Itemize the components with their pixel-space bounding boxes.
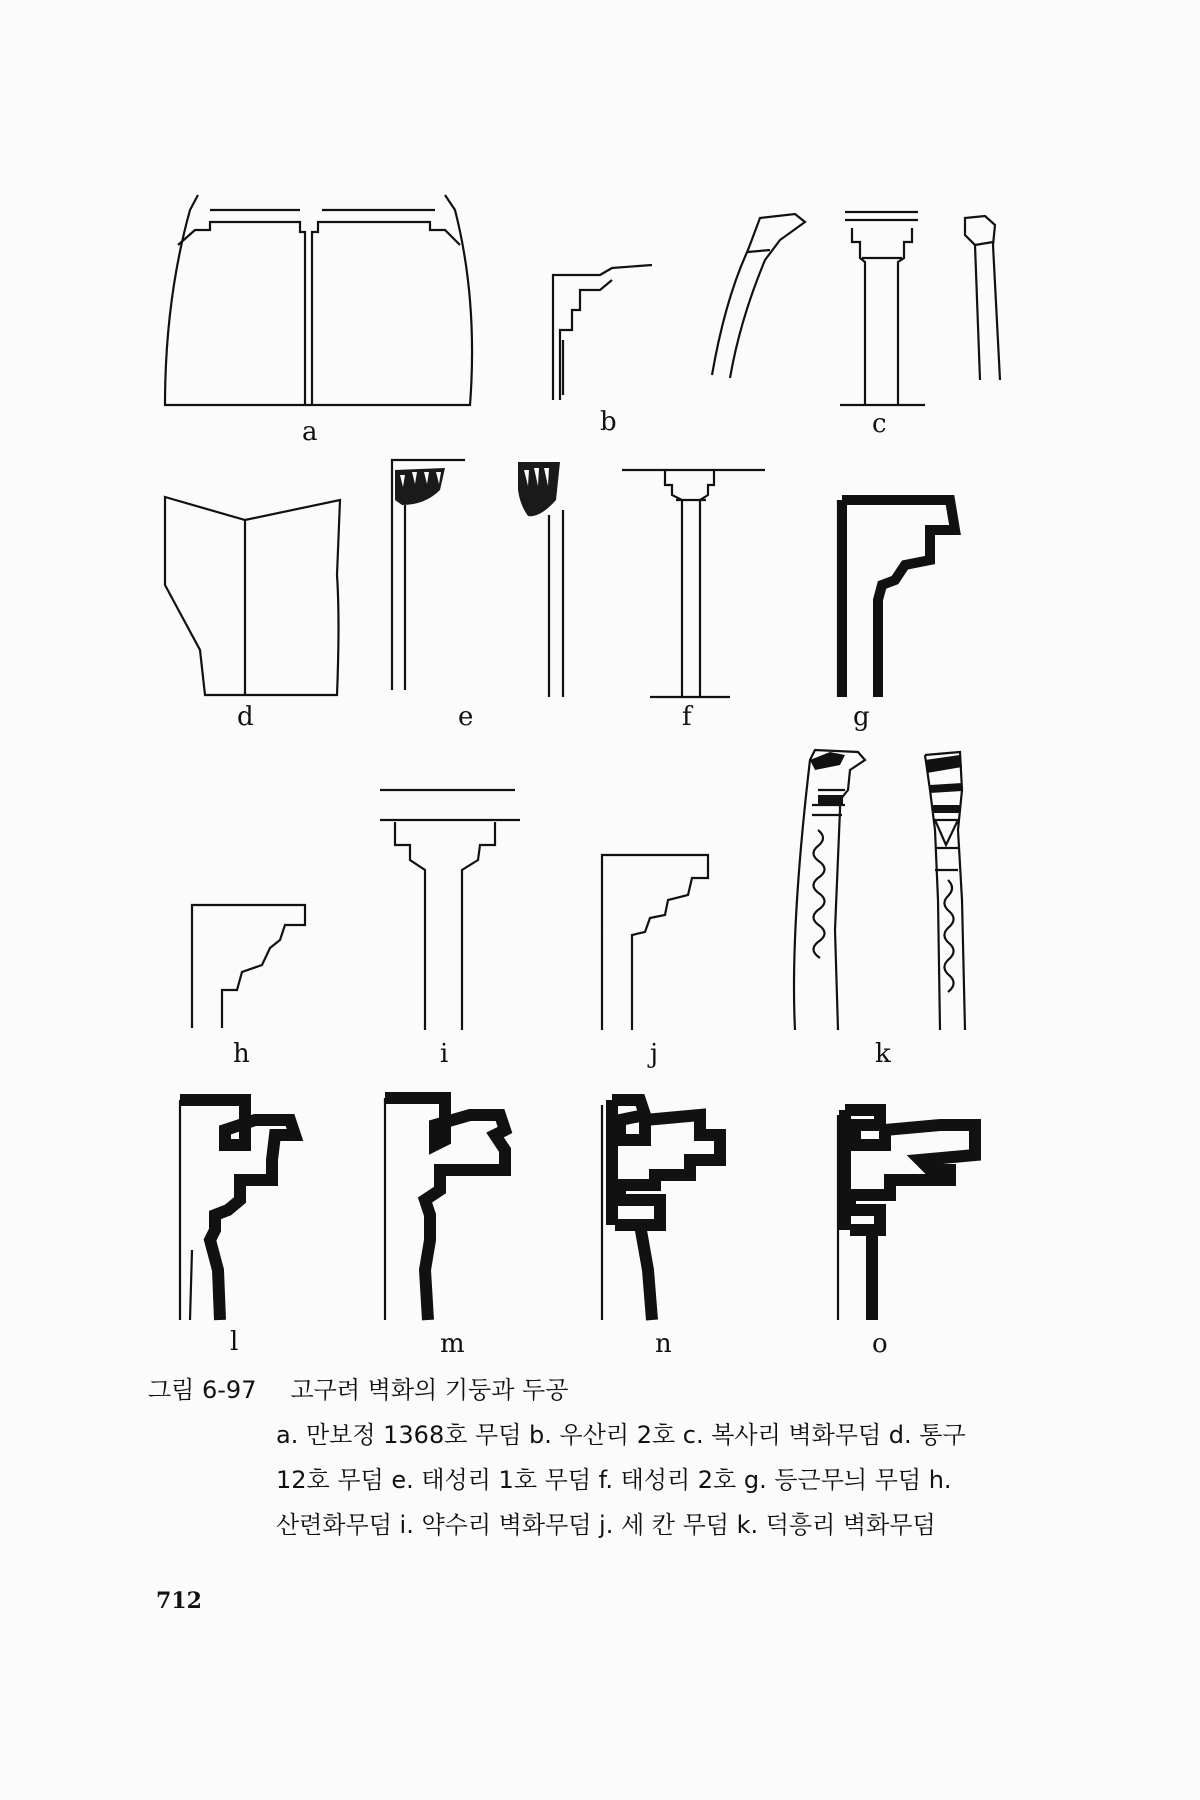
caption-line: 산련화무덤 i. 약수리 벽화무덤 j. 세 칸 무덤 k. 덕흥리 벽화무덤 [276,1511,936,1539]
label-m: m [440,1329,465,1359]
label-d: d [237,702,254,732]
figure-m [385,1098,505,1320]
figure-g [838,500,955,697]
label-i: i [440,1039,449,1069]
caption-line: a. 만보정 1368호 무덤 b. 우산리 2호 c. 복사리 벽화무덤 d. 통구 [276,1421,966,1449]
caption-heading [148,1368,1028,1413]
label-h: h [233,1039,250,1069]
figure-b [553,265,652,400]
label-o: o [872,1329,888,1359]
label-k: k [875,1039,891,1069]
label-g: g [853,702,870,732]
figure-c [712,212,1000,405]
label-n: n [655,1329,672,1359]
caption-line: 12호 무덤 e. 태성리 1호 무덤 f. 태성리 2호 g. 등근무늬 무덤 h. [276,1466,952,1494]
figure-j [602,855,708,1030]
figure-f [622,470,765,697]
figure-d [165,497,340,695]
figure-a [165,195,472,405]
figure-l [180,1100,295,1320]
figure-o [838,1110,975,1320]
label-a: a [302,417,318,447]
figure-k [794,750,965,1030]
figure-n [602,1100,720,1320]
label-e: e [458,702,474,732]
label-f: f [682,702,692,732]
label-j: j [650,1039,659,1069]
label-c: c [872,409,887,439]
label-b: b [600,407,617,437]
page-number: 712 [156,1588,202,1614]
figure-i [380,790,520,1030]
figure-title: 고구려 벽화의 기둥과 두공 [290,1376,569,1404]
figure-number: 그림 6-97 [148,1376,257,1404]
figure-caption [148,1368,1028,1548]
label-l: l [230,1327,239,1357]
figure-e [392,460,563,697]
caption-body [148,1413,1028,1548]
figure-h [192,905,305,1028]
